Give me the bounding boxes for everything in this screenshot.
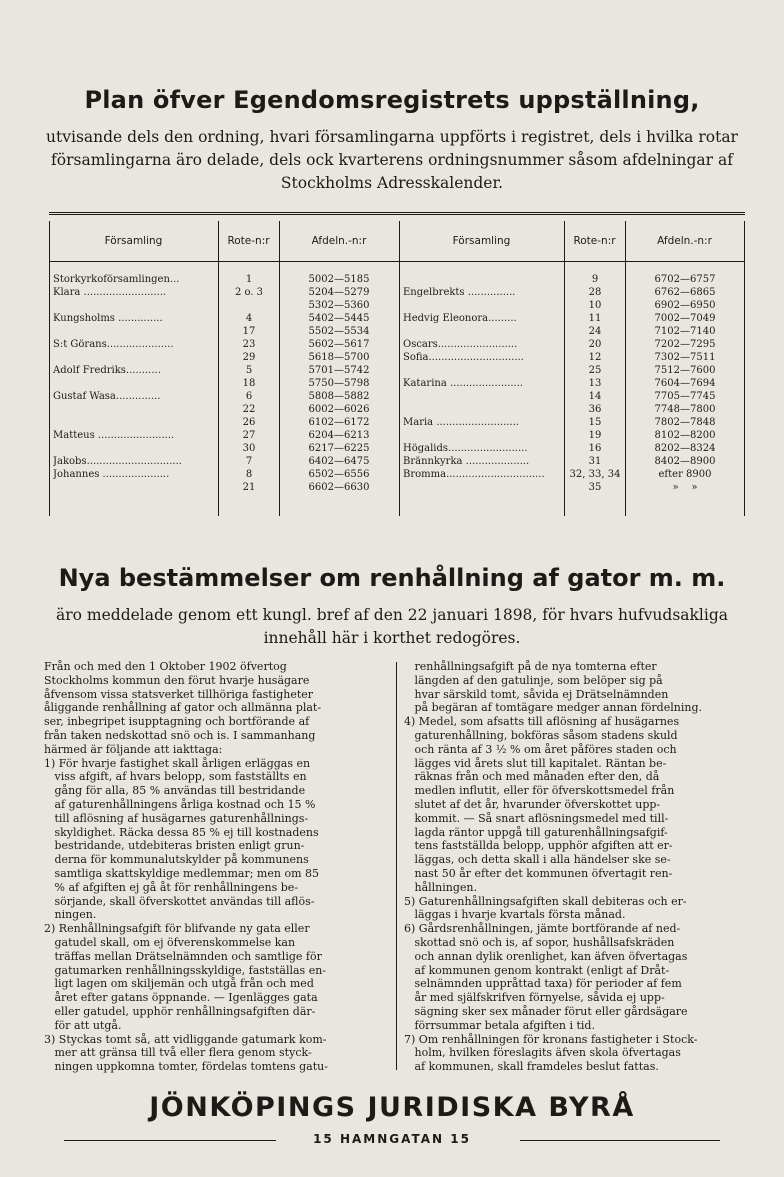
rote-cell: 7 (245, 456, 253, 467)
body-line: hållningen. (404, 880, 477, 894)
afdeln-cell: efter 8900 (658, 469, 712, 480)
parish-cell: Oscars......................... (403, 339, 518, 350)
afdeln-cell: 6602—6630 (308, 482, 370, 493)
parish-cell (53, 377, 217, 390)
left-parish-column (53, 273, 217, 481)
header-rote-left: Rote-n:r (227, 235, 270, 247)
body-line: skottad snö och is, af sopor, hushållsafskräden (404, 935, 675, 949)
header-afdeln-right: Afdeln.-n:r (657, 235, 712, 247)
parish-cell (53, 325, 217, 338)
rote-cell: 21 (242, 482, 256, 493)
intro-paragraph: utvisande dels den ordning, hvari församlingarna uppförts i registret, dels i hvilka rotar församlingarna äro delade, dels ock kvarterens ordningsnummer såsom afdelningar af Stockholms Adresskalender. (46, 128, 738, 192)
parish-cell (53, 403, 217, 416)
body-line: sörjande, skall öfverskottet användas till aflös- (44, 894, 315, 908)
left-rote-column (219, 273, 279, 494)
afdeln-cell: 5618—5700 (308, 352, 370, 363)
body-left-column (44, 660, 390, 1074)
rote-cell: 31 (588, 456, 602, 467)
afdeln-cell: 7705—7745 (654, 391, 716, 402)
body-line: och annan dylik orenlighet, kan äfven öfvertagas (404, 949, 688, 963)
body-line: Från och med den 1 Oktober 1902 öfvertog (44, 660, 287, 673)
parish-cell (403, 429, 563, 442)
afdeln-cell: 6002—6026 (308, 404, 370, 415)
afdeln-cell: 5750—5798 (308, 378, 370, 389)
parish-cell (403, 299, 563, 312)
parish-cell: Brännkyrka .................... (403, 456, 530, 467)
body-line: kommit. — Så snart aflösningsmedel med till- (404, 811, 669, 825)
rote-cell: 30 (242, 443, 256, 454)
afdeln-cell: 5002—5185 (308, 274, 370, 285)
body-line: gatudel skall, om ej öfverenskommelse kan (44, 935, 296, 949)
afdeln-cell: 8402—8900 (654, 456, 716, 467)
parish-cell: Jakobs.............................. (53, 456, 182, 467)
rote-cell: 22 (242, 404, 256, 415)
body-line: gaturenhållning, bokföras såsom stadens skuld (404, 728, 678, 742)
rote-cell: 17 (242, 326, 256, 337)
right-rote-column (565, 273, 625, 494)
body-line: för att utgå. (44, 1018, 122, 1032)
body-line: och ränta af 3 ½ % om året påföres staden och (404, 742, 677, 756)
parish-cell: Kungsholms .............. (53, 313, 163, 324)
rote-cell: 1 (245, 274, 253, 285)
rote-cell: 20 (588, 339, 602, 350)
afdeln-cell: 6402—6475 (308, 456, 370, 467)
body-line: härmed är följande att iakttaga: (44, 742, 223, 756)
afdeln-cell: 6204—6213 (308, 430, 370, 441)
body-line: åliggande renhållning af gator och allmänna plat- (44, 701, 322, 715)
page-title: Plan öfver Egendomsregistrets uppställning, (84, 86, 700, 114)
body-line: selnämnden uppråttad taxa) för perioder af fem (404, 977, 682, 991)
body-line: gatumarken renhållningsskyldige, fastställas en- (44, 963, 327, 977)
parish-cell (403, 273, 563, 286)
body-line: förrsummar betala afgiften i tid. (404, 1018, 595, 1032)
header-rote-right: Rote-n:r (573, 235, 616, 247)
rote-cell: 10 (588, 300, 602, 311)
afdeln-cell: 5808—5882 (308, 391, 370, 402)
body-line: af kommunen, skall framdeles beslut fattas. (404, 1060, 659, 1074)
footer-company: JÖNKÖPINGS JURIDISKA BYRÅ (149, 1092, 635, 1123)
body-line: bestridande, utdebiteras bristen enligt grun- (44, 839, 305, 853)
left-afdeln-column (280, 273, 398, 494)
rote-cell: 8 (245, 469, 253, 480)
rote-cell: 15 (588, 417, 602, 428)
body-line: % af afgiften ej gå åt för renhållningens be- (44, 880, 299, 894)
parish-cell: Bromma............................... (403, 469, 545, 480)
afdeln-cell: 5302—5360 (308, 300, 370, 311)
afdeln-cell: 5204—5279 (308, 287, 370, 298)
body-line: Stockholms kommun den förut hvarje husägare (44, 673, 310, 687)
body-line: eller gatudel, upphör renhållningsafgiften där- (44, 1004, 316, 1018)
body-line: från taken nedskottad snö och is. I sammanhang (44, 728, 316, 742)
rote-cell: 11 (588, 313, 602, 324)
parish-cell (53, 416, 217, 429)
rote-cell: 19 (588, 430, 602, 441)
afdeln-cell: 7748—7800 (654, 404, 716, 415)
rote-cell: 32, 33, 34 (569, 469, 621, 480)
rote-cell: 9 (591, 274, 599, 285)
parish-cell: Johannes ..................... (53, 469, 170, 480)
footer-rule-right (520, 1140, 720, 1141)
body-line: 1) För hvarje fastighet skall årligen erläggas en (44, 756, 311, 770)
body-line: renhållningsafgift på de nya tomterna efter (404, 660, 657, 673)
parish-cell (403, 364, 563, 377)
header-forsamling-right: Församling (452, 235, 511, 247)
body-line: sägning sker sex månader förut eller gårdsägare (404, 1004, 688, 1018)
parish-cell (53, 442, 217, 455)
parish-cell: Maria .......................... (403, 417, 519, 428)
body-line: hvar särskild tomt, såvida ej Drätselnämnden (404, 687, 669, 701)
rote-cell: 2 o. 3 (234, 287, 264, 298)
body-line: 6) Gårdsrenhållningen, jämte bortförande af ned- (404, 922, 681, 936)
rote-cell: 25 (588, 365, 602, 376)
body-line: läggas, och detta skall i alla händelser ske se- (404, 853, 671, 867)
body-line: lagda räntor uppgå till gaturenhållningsafgif- (404, 825, 668, 839)
rote-cell: 12 (588, 352, 602, 363)
afdeln-cell: 6902—6950 (654, 300, 716, 311)
section-intro: äro meddelade genom ett kungl. bref af den 22 januari 1898, för hvars hufvudsakliga innehåll här i korthet redogöres. (56, 606, 728, 647)
body-line: af kommunen genom kontrakt (enligt af Dråt- (404, 963, 670, 977)
column-divider (396, 662, 397, 1070)
rote-cell: 16 (588, 443, 602, 454)
parish-cell (403, 325, 563, 338)
parish-cell (53, 351, 217, 364)
body-line: åfvensom vissa statsverket tillhöriga fastigheter (44, 687, 314, 701)
afdeln-cell: 8102—8200 (654, 430, 716, 441)
section-title: Nya bestämmelser om renhållning af gator m. m. (58, 564, 726, 592)
afdeln-cell: 7802—7848 (654, 417, 716, 428)
afdeln-cell: 5602—5617 (308, 339, 370, 350)
body-line: holm, hvilken föreslagits äfven skola öfvertagas (404, 1046, 681, 1060)
body-line: af gaturenhållningens årliga kostnad och 15 % (44, 797, 316, 811)
body-line: 5) Gaturenhållningsafgiften skall debiteras och er- (404, 894, 687, 908)
body-line: nast 50 år efter det kommunen öfvertagit ren- (404, 866, 673, 880)
rote-cell: 6 (245, 391, 253, 402)
parish-cell: Gustaf Wasa.............. (53, 391, 161, 402)
parish-cell: Katarina ....................... (403, 378, 524, 389)
afdeln-cell: 5701—5742 (308, 365, 370, 376)
afdeln-cell: 6102—6172 (308, 417, 370, 428)
register-table (49, 212, 745, 516)
afdeln-cell: 6502—6556 (308, 469, 370, 480)
body-line: viss afgift, af hvars belopp, som fastställts en (44, 770, 307, 784)
body-line: ligt lagen om skiljemän och utgå från och med (44, 977, 314, 991)
body-line: längden af den gatulinje, som belöper sig på (404, 673, 663, 687)
rote-cell: 13 (588, 378, 602, 389)
rote-cell: 4 (245, 313, 253, 324)
parish-cell (403, 403, 563, 416)
afdeln-cell: 7512—7600 (654, 365, 716, 376)
body-line: 3) Styckas tomt så, att vidliggande gatumark kom- (44, 1032, 327, 1046)
body-line: lägges vid årets slut till kapitalet. Räntan be- (404, 756, 667, 770)
body-line: ningen. (44, 908, 97, 922)
body-line: skyldighet. Räcka dessa 85 % ej till kostnadens (44, 825, 319, 839)
right-afdeln-column (626, 273, 744, 494)
afdeln-cell: 5402—5445 (308, 313, 370, 324)
body-right-column (404, 660, 750, 1074)
afdeln-cell: 5502—5534 (308, 326, 370, 337)
body-line: på begäran af tomtägare medger annan fördelning. (404, 701, 702, 715)
body-line: året efter gatans öppnande. — Igenlägges gata (44, 991, 318, 1005)
parish-cell: Storkyrkoförsamlingen... (53, 274, 180, 285)
rote-cell: 14 (588, 391, 602, 402)
afdeln-cell: 7102—7140 (654, 326, 716, 337)
rote-cell: 18 (242, 378, 256, 389)
afdeln-cell: 6702—6757 (654, 274, 716, 285)
rote-cell (219, 299, 279, 312)
rote-cell: 35 (588, 482, 602, 493)
rote-cell: 27 (242, 430, 256, 441)
rote-cell: 36 (588, 404, 602, 415)
body-line: räknas från och med månaden efter den, då (404, 770, 660, 784)
rote-cell: 24 (588, 326, 602, 337)
afdeln-cell: 7202—7295 (654, 339, 716, 350)
body-line: medlen influtit, eller för öfverskottsmedel från (404, 784, 675, 798)
body-line: 7) Om renhållningen för kronans fastigheter i Stock- (404, 1032, 698, 1046)
body-line: slutet af det år, hvarunder öfverskottet upp- (404, 797, 661, 811)
body-line: samtliga skattskyldige medlemmar; men om 85 (44, 866, 319, 880)
rote-cell: 29 (242, 352, 256, 363)
header-afdeln-left: Afdeln.-n:r (311, 235, 367, 247)
afdeln-cell: » » (672, 482, 698, 493)
rote-cell: 23 (242, 339, 256, 350)
rote-cell: 26 (242, 417, 256, 428)
body-line: ningen uppkomna tomter, fördelas tomtens gatu- (44, 1060, 328, 1074)
parish-cell (403, 390, 563, 403)
afdeln-cell: 7002—7049 (654, 313, 716, 324)
body-line: 4) Medel, som afsatts till aflösning af husägarnes (404, 715, 680, 729)
right-parish-column (403, 273, 563, 481)
parish-cell: Matteus ........................ (53, 430, 175, 441)
footer-address: 15 HAMNGATAN 15 (313, 1132, 471, 1146)
afdeln-cell: 8202—8324 (654, 443, 716, 454)
afdeln-cell: 6217—6225 (308, 443, 370, 454)
body-line: gång för alla, 85 % användas till bestridande (44, 784, 306, 798)
body-line: mer att gränsa till två eller flera genom styck- (44, 1046, 312, 1060)
parish-cell: Adolf Fredriks........... (53, 365, 161, 376)
parish-cell: Klara .......................... (53, 287, 167, 298)
body-line: ser, inbegripet isupptagning och bortförande af (44, 715, 310, 729)
parish-cell: Sofia.............................. (403, 352, 524, 363)
body-line: 2) Renhållningsafgift för blifvande ny gata eller (44, 922, 310, 936)
parish-cell (53, 299, 217, 312)
afdeln-cell: 7302—7511 (654, 352, 716, 363)
body-line: tens fastställda belopp, upphör afgiften att er- (404, 839, 673, 853)
body-line: träffas mellan Drätselnämnden och samtlige för (44, 949, 322, 963)
parish-cell: Engelbrekts ............... (403, 287, 516, 298)
parish-cell: Högalids......................... (403, 443, 528, 454)
header-forsamling-left: Församling (104, 235, 163, 247)
body-line: år med själfskrifven förnyelse, såvida ej upp- (404, 991, 665, 1005)
afdeln-cell: 7604—7694 (654, 378, 716, 389)
rote-cell: 5 (245, 365, 253, 376)
body-line: derna för kommunalutskylder på kommunens (44, 853, 309, 867)
parish-cell: Hedvig Eleonora......... (403, 313, 517, 324)
afdeln-cell: 6762—6865 (654, 287, 716, 298)
rote-cell: 28 (588, 287, 602, 298)
body-line: till aflösning af husägarnes gaturenhållnings- (44, 811, 309, 825)
body-line: läggas i hvarje kvartals första månad. (404, 908, 626, 922)
parish-cell: S:t Görans..................... (53, 339, 174, 350)
